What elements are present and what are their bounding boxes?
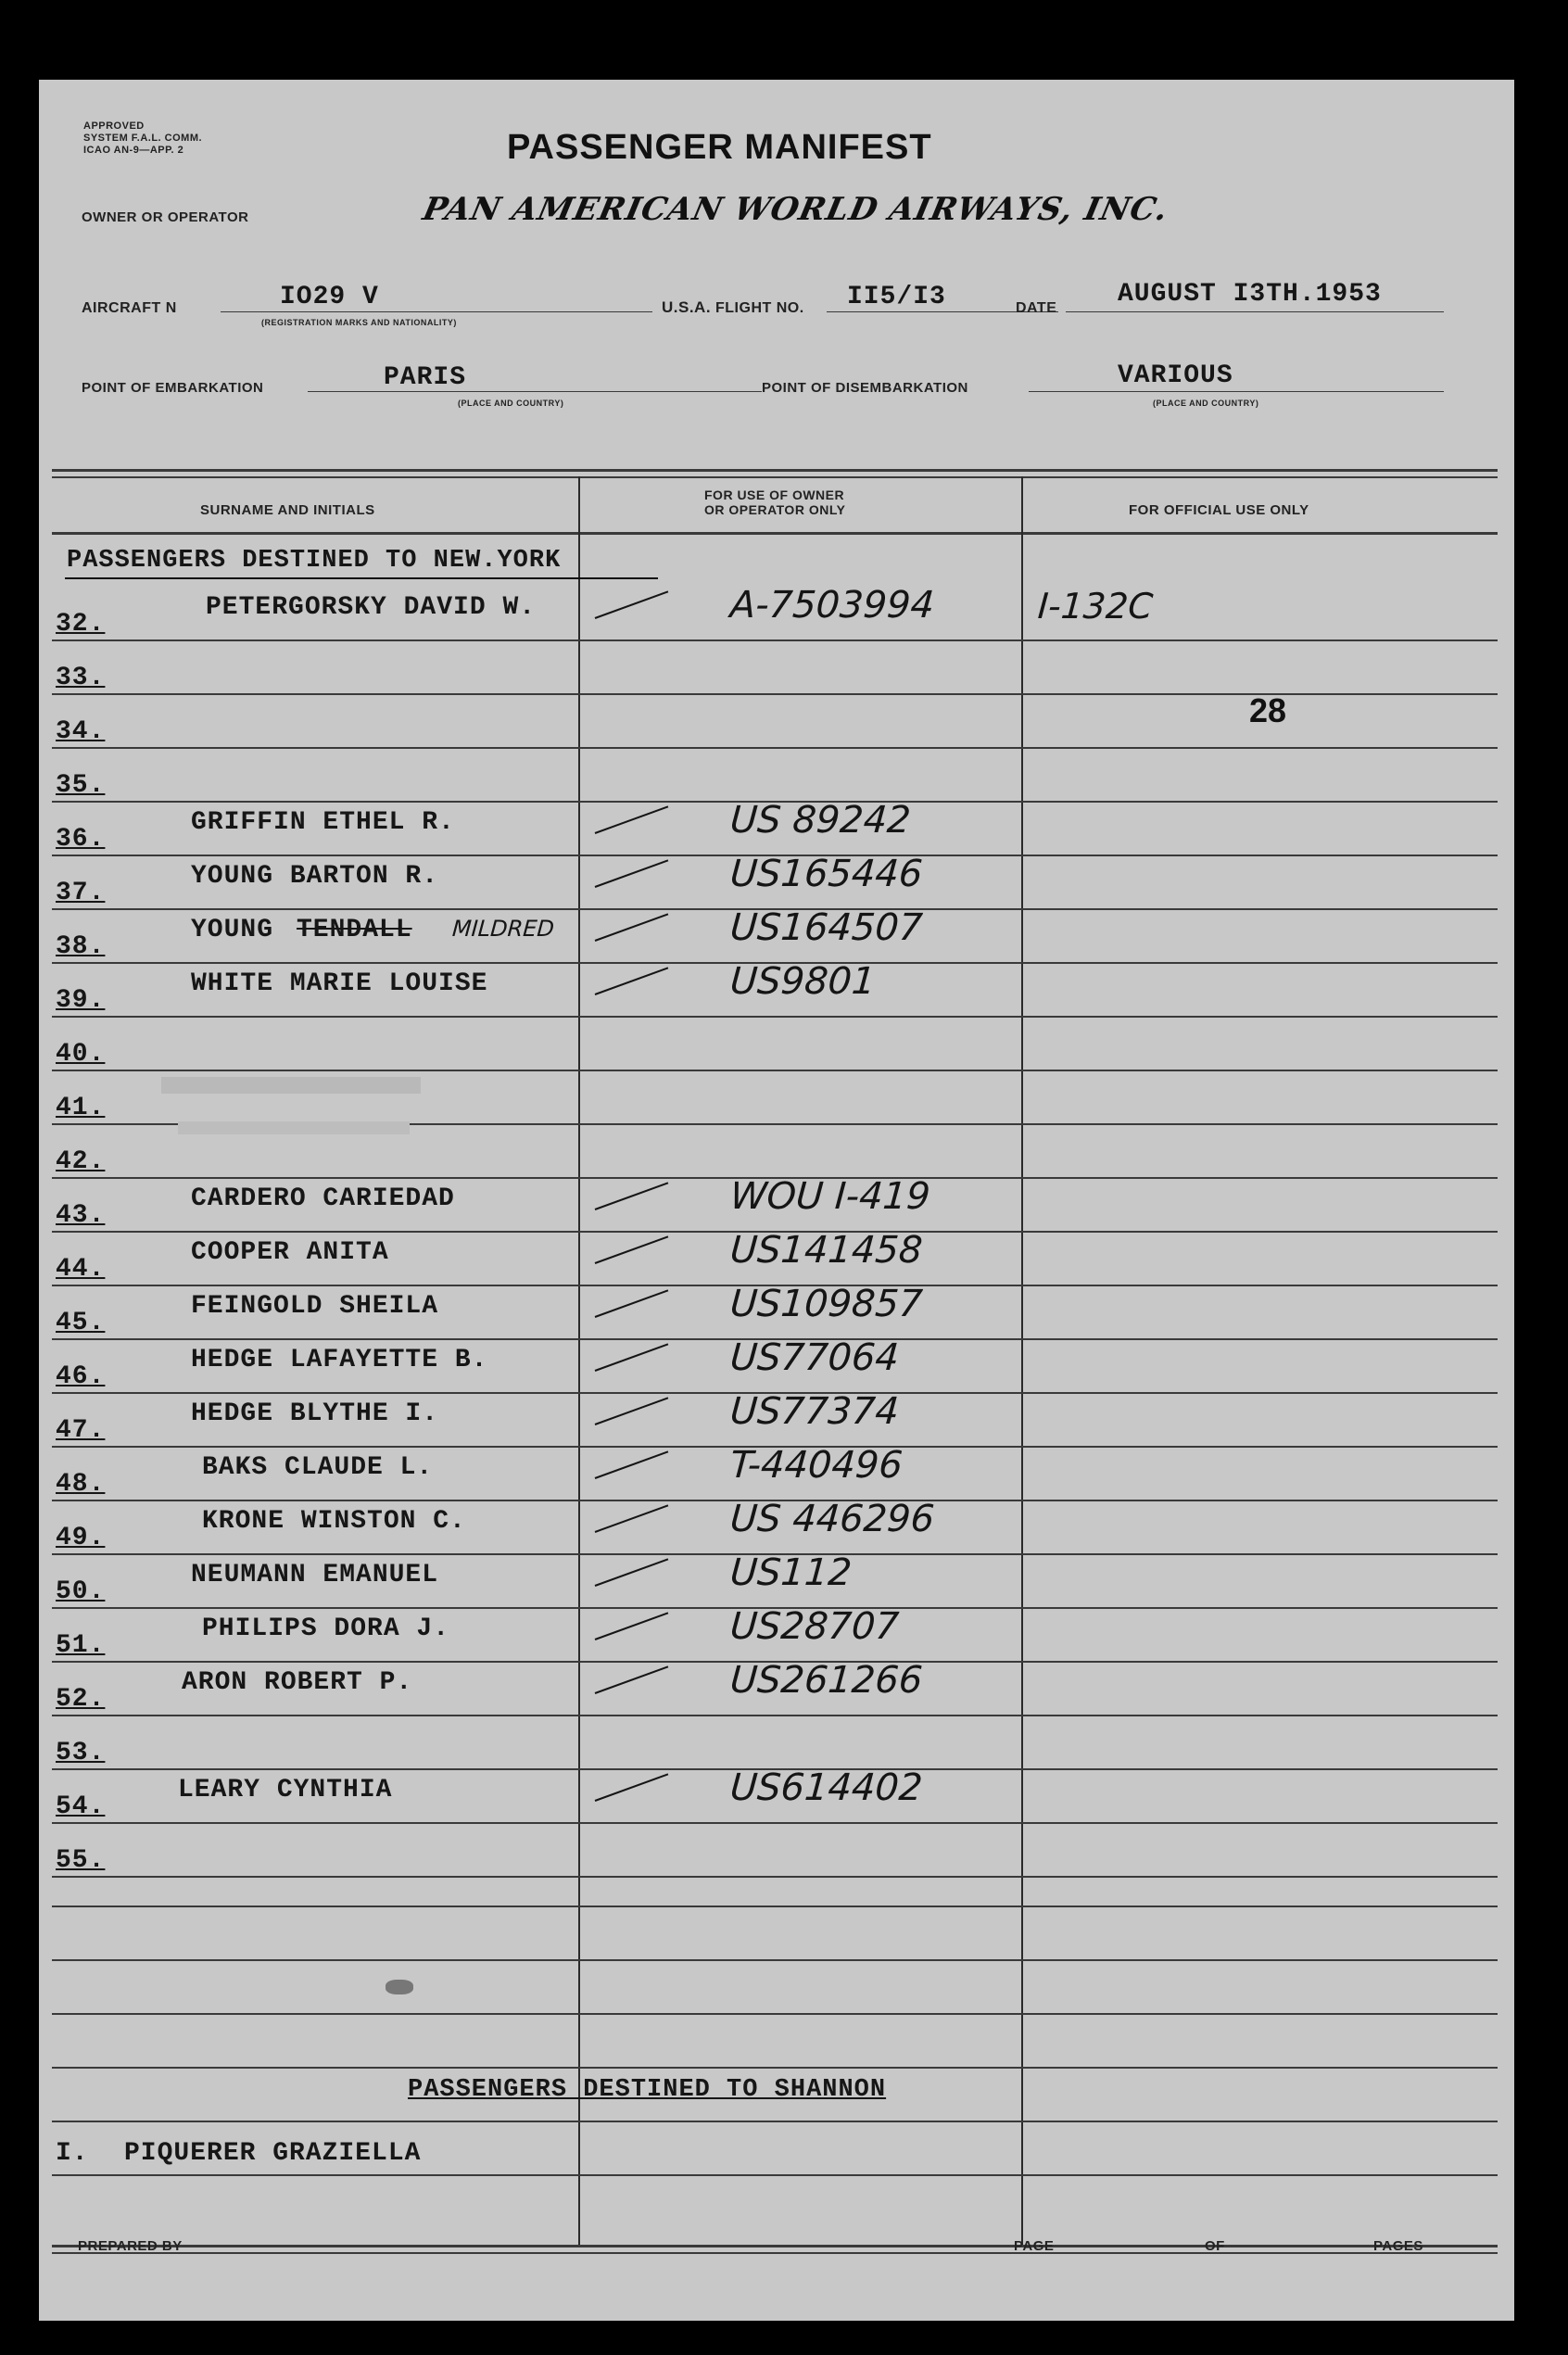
stamp-line: ICAO AN-9—APP. 2	[83, 145, 184, 156]
passenger-name: FEINGOLD SHEILA	[191, 1292, 439, 1321]
row-number: 32.	[56, 610, 106, 639]
section-new-york-underline	[65, 577, 658, 579]
scan-speck	[178, 1121, 410, 1134]
row-number: 50.	[56, 1577, 106, 1606]
col-header-official: FOR OFFICIAL USE ONLY	[1129, 502, 1309, 518]
row-number: 34.	[56, 717, 106, 746]
document-number: US109857	[728, 1283, 924, 1325]
prepared-by-underline	[196, 2253, 1040, 2254]
row-number: 43.	[56, 1201, 106, 1230]
aircraft-value: IO29 V	[280, 283, 379, 311]
table-top-rule	[52, 469, 1498, 472]
blank-rule-4	[52, 2067, 1498, 2069]
passenger-name: YOUNG	[191, 916, 274, 944]
col-header-owner-2: OR OPERATOR ONLY	[704, 502, 846, 517]
table-row	[39, 1229, 1514, 1288]
passenger-name: COOPER ANITA	[191, 1238, 389, 1267]
shannon-num: I.	[56, 2139, 89, 2168]
check-mark	[595, 1665, 669, 1694]
row-rule	[52, 1016, 1498, 1018]
document-number: US614402	[728, 1766, 924, 1809]
row-number: 33.	[56, 664, 106, 692]
row-number: 35.	[56, 771, 106, 800]
section-shannon: PASSENGERS DESTINED TO SHANNON	[408, 2076, 887, 2104]
table-row	[39, 1390, 1514, 1450]
embark-underline	[308, 391, 762, 392]
manifest-sheet	[39, 80, 1514, 2321]
row-number: 48.	[56, 1470, 106, 1499]
check-mark	[595, 1235, 669, 1264]
row-number: 39.	[56, 986, 106, 1015]
row-rule	[52, 639, 1498, 641]
disembark-value: VARIOUS	[1118, 361, 1233, 390]
official-use-note: 28	[1249, 691, 1287, 729]
row-number: 40.	[56, 1040, 106, 1069]
row-rule	[52, 1715, 1498, 1716]
row-number: 41.	[56, 1094, 106, 1122]
row-number: 37.	[56, 879, 106, 907]
official-use-note: I-132C	[1036, 586, 1155, 627]
passenger-name: NEUMANN EMANUEL	[191, 1561, 439, 1589]
shannon-name: PIQUERER GRAZIELLA	[124, 2139, 422, 2168]
check-mark	[595, 805, 669, 834]
struck-name: TENDALL	[297, 916, 412, 944]
passenger-name: HEDGE LAFAYETTE B.	[191, 1346, 488, 1374]
document-number: US141458	[728, 1229, 924, 1272]
row-number: 49.	[56, 1524, 106, 1552]
table-row	[39, 691, 1514, 751]
document-number: T-440496	[728, 1444, 904, 1487]
table-row	[39, 1766, 1514, 1826]
table-bottom-rule	[52, 2245, 1498, 2247]
table-row	[39, 1336, 1514, 1396]
embark-value: PARIS	[384, 363, 467, 392]
document-number: US164507	[728, 906, 924, 949]
check-mark	[595, 590, 669, 619]
row-number: 36.	[56, 825, 106, 854]
row-number: 55.	[56, 1846, 106, 1875]
document-number: WOU I-419	[728, 1175, 932, 1218]
page-label: PAGE	[1014, 2238, 1055, 2254]
stamp-line: APPROVED	[83, 120, 145, 132]
row-rule	[52, 1822, 1498, 1824]
passenger-name: ARON ROBERT P.	[182, 1668, 413, 1697]
prepared-by-label: PREPARED BY	[78, 2238, 183, 2254]
date-underline	[1066, 311, 1444, 312]
scan-speck	[161, 1077, 421, 1094]
check-mark	[595, 1773, 669, 1802]
check-mark	[595, 1182, 669, 1210]
blank-rule-3	[52, 2013, 1498, 2015]
header-bottom-rule	[52, 532, 1498, 535]
passenger-name: YOUNG BARTON R.	[191, 862, 439, 891]
registration-note: (REGISTRATION MARKS AND NATIONALITY)	[261, 318, 457, 327]
document-number: US77064	[728, 1336, 901, 1379]
section-new-york: PASSENGERS DESTINED TO NEW.YORK	[67, 547, 562, 575]
row-rule	[52, 747, 1498, 749]
row-number: 46.	[56, 1362, 106, 1391]
pages-label: PAGES	[1373, 2238, 1423, 2254]
check-mark	[595, 1558, 669, 1587]
passenger-name: HEDGE BLYTHE I.	[191, 1399, 439, 1428]
table-row	[39, 1718, 1514, 1772]
usa-label: U.S.A.	[662, 298, 712, 316]
passenger-name: CARDERO CARIEDAD	[191, 1184, 455, 1213]
check-mark	[595, 913, 669, 942]
document-number: US 446296	[728, 1498, 936, 1540]
passenger-name: KRONE WINSTON C.	[202, 1507, 466, 1536]
row-number: 44.	[56, 1255, 106, 1284]
disembark-note: (PLACE AND COUNTRY)	[1153, 399, 1259, 408]
row-number: 53.	[56, 1739, 106, 1767]
scan-speck	[386, 1980, 413, 1994]
table-row	[39, 1175, 1514, 1234]
row-number: 47.	[56, 1416, 106, 1445]
passenger-name: LEARY CYNTHIA	[178, 1776, 393, 1804]
flight-label: FLIGHT NO.	[715, 300, 804, 316]
table-row	[39, 1659, 1514, 1718]
table-row	[39, 1019, 1514, 1073]
table-row	[39, 643, 1514, 697]
form-title: PASSENGER MANIFEST	[507, 128, 932, 167]
blank-rule-1	[52, 1906, 1498, 1907]
date-label: DATE	[1016, 300, 1057, 316]
check-mark	[595, 859, 669, 888]
table-row	[39, 584, 1514, 643]
date-value: AUGUST I3TH.1953	[1118, 280, 1382, 309]
table-row	[39, 906, 1514, 966]
table-row	[39, 1283, 1514, 1342]
row-number: 51.	[56, 1631, 106, 1660]
blank-rule-6	[52, 2174, 1498, 2176]
table-row	[39, 1826, 1514, 1880]
passenger-name: WHITE MARIE LOUISE	[191, 969, 488, 998]
document-number: US77374	[728, 1390, 901, 1433]
table-row	[39, 1127, 1514, 1181]
table-row	[39, 960, 1514, 1019]
blank-rule-2	[52, 1959, 1498, 1961]
check-mark	[595, 1289, 669, 1318]
disembark-underline	[1029, 391, 1444, 392]
approval-stamp	[83, 120, 202, 157]
row-rule	[52, 1070, 1498, 1071]
document-number: US 89242	[728, 799, 913, 842]
row-rule	[52, 1876, 1498, 1878]
check-mark	[595, 1343, 669, 1372]
table-top-rule-2	[52, 476, 1498, 478]
table-row	[39, 1444, 1514, 1503]
table-row	[39, 1551, 1514, 1611]
row-number: 54.	[56, 1792, 106, 1821]
document-number: US112	[728, 1551, 854, 1594]
flight-value: II5/I3	[847, 283, 946, 311]
check-mark	[595, 1612, 669, 1640]
embark-label: POINT OF EMBARKATION	[82, 380, 264, 396]
document-number: US261266	[728, 1659, 924, 1702]
blank-rule-5	[52, 2121, 1498, 2122]
passenger-name: PETERGORSKY DAVID W.	[206, 593, 537, 622]
airline-name: PAN AMERICAN WORLD AIRWAYS, INC.	[419, 191, 1172, 228]
of-label: OF	[1205, 2238, 1225, 2254]
document-number: US165446	[728, 853, 924, 895]
table-row	[39, 853, 1514, 912]
row-number: 45.	[56, 1309, 106, 1337]
aircraft-underline	[221, 311, 652, 312]
document-number: US9801	[728, 960, 878, 1003]
passenger-name: GRIFFIN ETHEL R.	[191, 808, 455, 837]
stamp-line: SYSTEM F.A.L. COMM.	[83, 133, 203, 144]
aircraft-label: AIRCRAFT N	[82, 300, 177, 316]
table-row	[39, 751, 1514, 804]
check-mark	[595, 967, 669, 995]
owner-label: OWNER OR OPERATOR	[82, 209, 249, 225]
col-header-surname: SURNAME AND INITIALS	[200, 502, 375, 518]
row-number: 42.	[56, 1147, 106, 1176]
table-row	[39, 1605, 1514, 1665]
check-mark	[595, 1450, 669, 1479]
row-number: 52.	[56, 1685, 106, 1714]
embark-note: (PLACE AND COUNTRY)	[458, 399, 564, 408]
row-number: 38.	[56, 932, 106, 961]
document-number: US28707	[728, 1605, 901, 1648]
handwritten-name: MILDRED	[451, 916, 555, 942]
col-header-owner-1: FOR USE OF OWNER	[704, 487, 845, 502]
check-mark	[595, 1397, 669, 1425]
table-row	[39, 1498, 1514, 1557]
document-number: A-7503994	[728, 584, 936, 627]
check-mark	[595, 1504, 669, 1533]
passenger-name: BAKS CLAUDE L.	[202, 1453, 434, 1482]
passenger-name: PHILIPS DORA J.	[202, 1614, 450, 1643]
disembark-label: POINT OF DISEMBARKATION	[762, 380, 968, 396]
table-row	[39, 799, 1514, 858]
